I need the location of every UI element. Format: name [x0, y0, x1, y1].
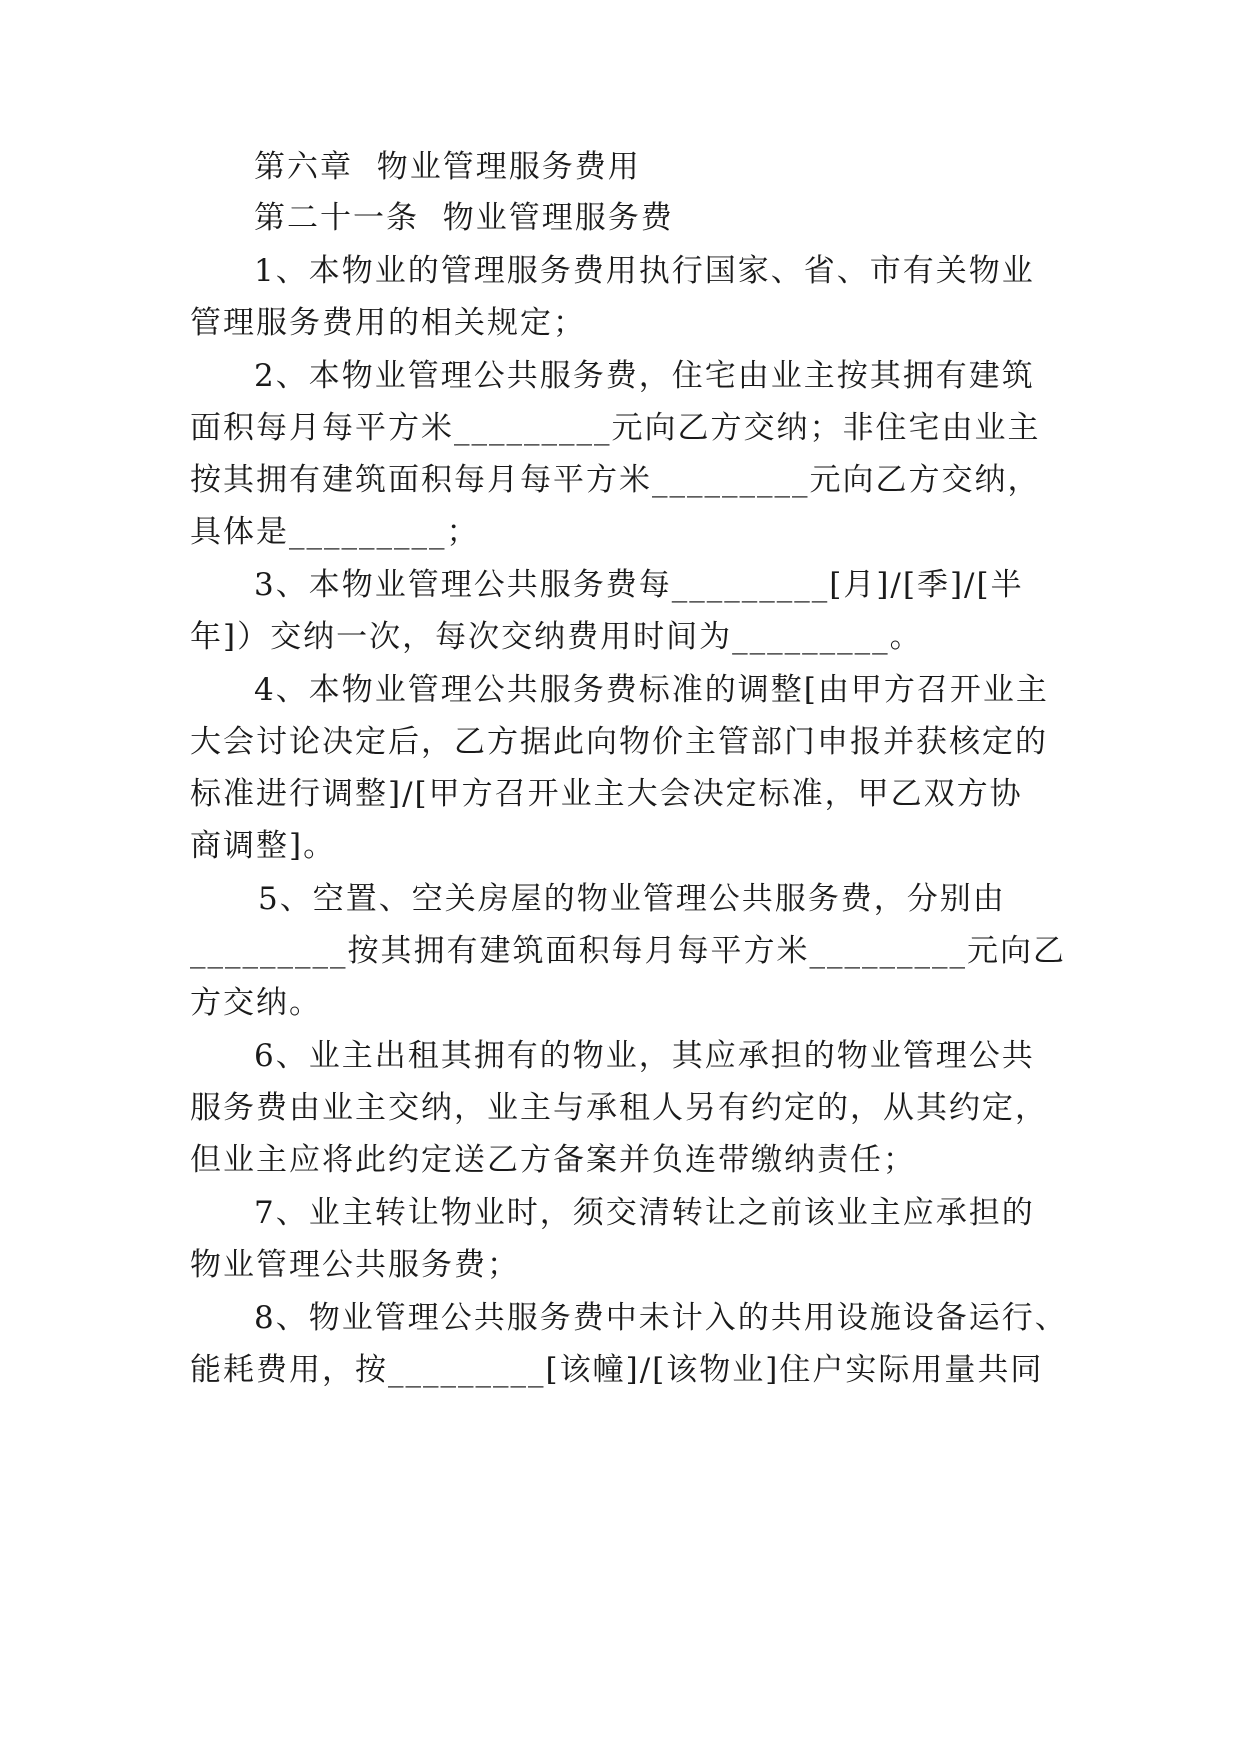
paragraph-line: 8、物业管理公共服务费中未计入的共用设施设备运行、 — [254, 1300, 1068, 1336]
paragraph-line: 大会讨论决定后，乙方据此向物价主管部门申报并获核定的 — [190, 724, 1048, 760]
paragraph-line: 按其拥有建筑面积每月每平方米_________元向乙方交纳， — [190, 462, 1041, 498]
paragraph-line: 但业主应将此约定送乙方备案并负连带缴纳责任； — [190, 1142, 916, 1178]
paragraph-line: 3、本物业管理公共服务费每_________[月]/[季]/[半 — [254, 567, 1024, 603]
paragraph-line: 方交纳。 — [190, 985, 322, 1021]
article-title: 第二十一条 物业管理服务费 — [254, 200, 674, 236]
chapter-title: 第六章 物业管理服务费用 — [254, 149, 641, 185]
paragraph-line: 2、本物业管理公共服务费，住宅由业主按其拥有建筑 — [254, 358, 1035, 394]
paragraph-line: 物业管理公共服务费； — [190, 1247, 520, 1283]
paragraph-line: 4、本物业管理公共服务费标准的调整[由甲方召开业主 — [254, 672, 1049, 708]
paragraph-line: 5、空置、空关房屋的物业管理公共服务费，分别由 — [258, 881, 1006, 917]
paragraph-line: 能耗费用，按_________[该幢]/[该物业]住户实际用量共同 — [190, 1352, 1044, 1388]
paragraph-line: 服务费由业主交纳，业主与承租人另有约定的，从其约定， — [190, 1090, 1048, 1126]
paragraph-line: _________按其拥有建筑面积每月每平方米_________元向乙 — [190, 933, 1066, 969]
paragraph-line: 商调整]。 — [190, 828, 337, 864]
paragraph-line: 6、业主出租其拥有的物业，其应承担的物业管理公共 — [254, 1038, 1035, 1074]
paragraph-line: 管理服务费用的相关规定； — [190, 305, 586, 341]
paragraph-line: 具体是_________； — [190, 514, 480, 550]
paragraph-line: 标准进行调整]/[甲方召开业主大会决定标准，甲乙双方协 — [190, 776, 1023, 812]
paragraph-line: 1、本物业的管理服务费用执行国家、省、市有关物业 — [254, 253, 1035, 289]
paragraph-line: 7、业主转让物业时，须交清转让之前该业主应承担的 — [254, 1195, 1035, 1231]
paragraph-line: 年]）交纳一次，每次交纳费用时间为_________。 — [190, 619, 923, 655]
paragraph-line: 面积每月每平方米_________元向乙方交纳；非住宅由业主 — [190, 410, 1041, 446]
